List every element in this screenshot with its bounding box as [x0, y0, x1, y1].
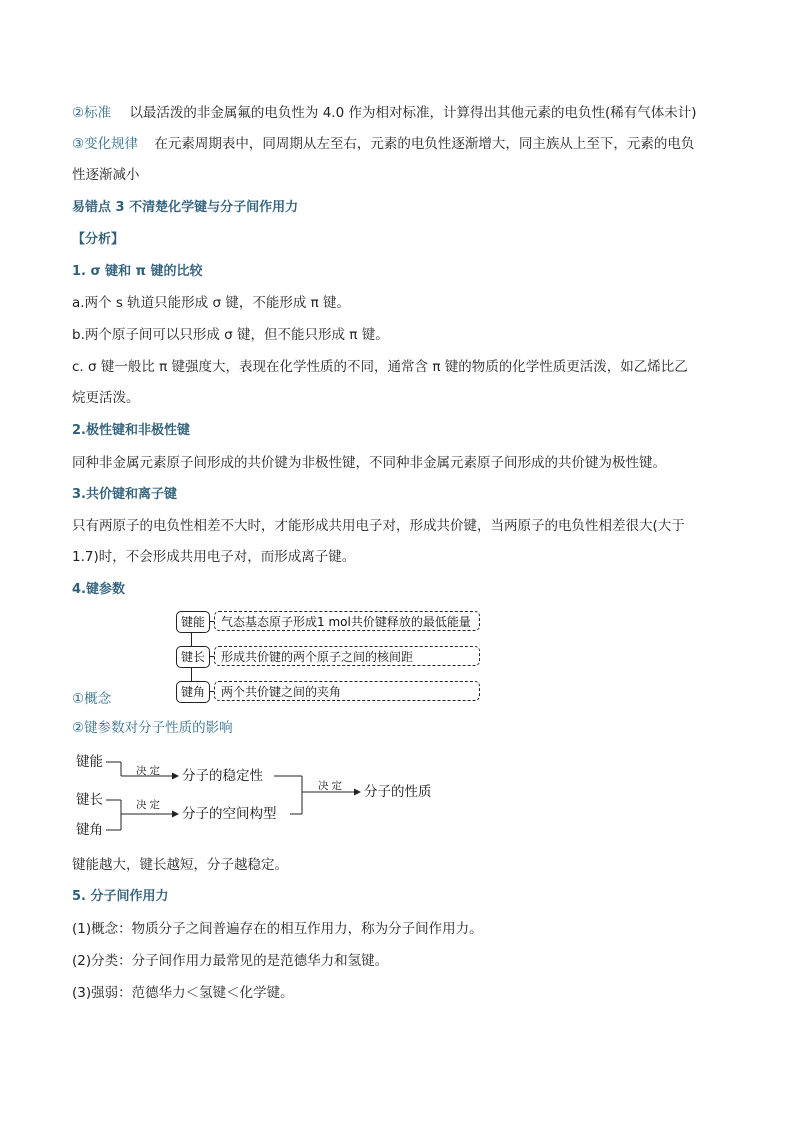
decide-label-1: 决定 [136, 765, 163, 777]
bond-summary: 键能越大，键长越短，分子越稳定。 [72, 857, 288, 873]
analysis-heading: 【分析】 [72, 232, 125, 247]
heading-covalent-ionic: 3.共价键和离子键 [72, 487, 177, 502]
heading-sigma-pi: 1. σ 键和 π 键的比较 [72, 264, 203, 279]
sigma-pi-line-a: a.两个 s 轨道只能形成 σ 键，不能形成 π 键。 [72, 295, 351, 311]
standard-text: 以最活泼的非金属氟的电负性为 4.0 作为相对标准，计算得出其他元素的电负性(稀有气体未计) [129, 105, 697, 121]
intermolecular-classification: (2)分类：分子间作用力最常见的是范德华力和氢键。 [72, 953, 389, 969]
bond-length-tag: 键长 [176, 646, 210, 668]
rule-line-cont: 性逐渐减小 [72, 167, 140, 183]
sigma-pi-line-c2: 烷更活泼。 [72, 390, 140, 406]
polar-paragraph: 同种非金属元素原子间形成的共价键为非极性键，不同种非金属元素原子间形成的共价键为极性键。 [72, 455, 666, 471]
left-bond-length: 键长 [76, 792, 103, 808]
standard-label: ②标准 [72, 105, 112, 121]
bond-length-desc: 形成共价键的两个原子之间的核间距 [214, 646, 480, 666]
concept-label: ①概念 [72, 691, 112, 707]
heading-polar: 2.极性键和非极性键 [72, 423, 190, 438]
intermolecular-strength: (3)强弱：范德华力＜氢键＜化学键。 [72, 985, 294, 1001]
covalent-ionic-line2: 1.7)时，不会形成共用电子对，而形成离子键。 [72, 549, 356, 565]
intermolecular-concept: (1)概念：物质分子之间普遍存在的相互作用力，称为分子间作用力。 [72, 921, 483, 937]
covalent-ionic-line1: 只有两原子的电负性相差不大时，才能形成共用电子对，形成共价键，当两原子的电负性相差很大(大于 [72, 518, 685, 534]
decide-label-3: 决定 [318, 780, 345, 792]
mid-geometry: 分子的空间构型 [182, 806, 277, 822]
sigma-pi-line-c: c. σ 键一般比 π 键强度大，表现在化学性质的不同，通常含 π 键的物质的化学性质更活泼，如乙烯比乙 [72, 359, 688, 375]
section-title: 易错点 3 不清楚化学键与分子间作用力 [72, 200, 299, 215]
bond-energy-tag: 键能 [176, 611, 210, 633]
left-bond-energy: 键能 [76, 754, 103, 770]
influence-label: ②键参数对分子性质的影响 [72, 720, 233, 736]
rule-text: 在元素周期表中，同周期从左至右，元素的电负性逐渐增大，同主族从上至下，元素的电负 [154, 136, 695, 152]
sigma-pi-line-b: b.两个原子间可以只形成 σ 键，但不能只形成 π 键。 [72, 327, 389, 343]
heading-intermolecular: 5. 分子间作用力 [72, 889, 169, 904]
bond-angle-tag: 键角 [176, 681, 210, 703]
right-properties: 分子的性质 [364, 784, 432, 800]
bond-angle-desc: 两个共价键之间的夹角 [214, 681, 480, 701]
bond-energy-desc: 气态基态原子形成1 mol共价键释放的最低能量 [214, 611, 480, 631]
rule-label: ③变化规律 [72, 136, 139, 152]
left-bond-angle: 键角 [76, 822, 103, 838]
decide-label-2: 决定 [136, 799, 163, 811]
heading-bond-params: 4.键参数 [72, 582, 125, 597]
mid-stability: 分子的稳定性 [182, 768, 263, 784]
